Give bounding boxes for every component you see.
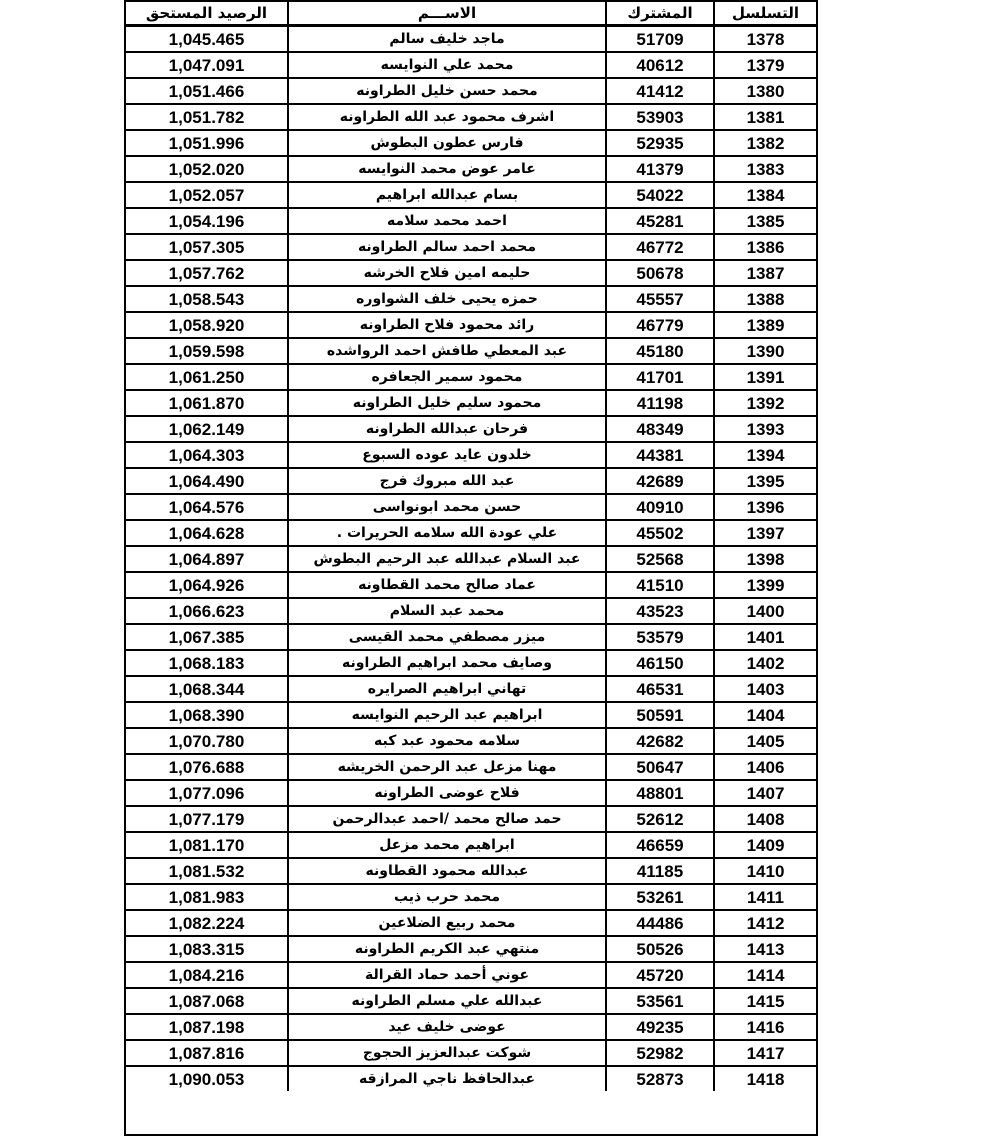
table-row — [126, 468, 816, 494]
balance-cell: 1,052.057 — [126, 182, 288, 208]
serial-cell: 1408 — [714, 806, 816, 832]
balance-cell: 1,066.623 — [126, 598, 288, 624]
serial-cell: 1414 — [714, 962, 816, 988]
subscriber-cell: 41198 — [606, 390, 714, 416]
serial-cell: 1412 — [714, 910, 816, 936]
balance-cell: 1,068.344 — [126, 676, 288, 702]
header-balance-due: الرصيد المستحق — [126, 2, 288, 26]
serial-cell: 1388 — [714, 286, 816, 312]
name-cell: حليمه امين فلاح الخرشه — [288, 260, 606, 286]
header-name: الاســـم — [288, 2, 606, 26]
name-cell: عماد صالح محمد القطاونه — [288, 572, 606, 598]
table-row — [126, 1014, 816, 1040]
name-cell: ابراهيم عبد الرحيم النوايسه — [288, 702, 606, 728]
subscriber-cell: 50647 — [606, 754, 714, 780]
subscriber-cell: 52873 — [606, 1066, 714, 1091]
table-row — [126, 676, 816, 702]
table-row — [126, 572, 816, 598]
subscriber-cell: 45180 — [606, 338, 714, 364]
balance-cell: 1,068.183 — [126, 650, 288, 676]
balance-cell: 1,045.465 — [126, 26, 288, 53]
name-cell: عبد الله مبروك فرج — [288, 468, 606, 494]
serial-cell: 1389 — [714, 312, 816, 338]
table-row — [126, 936, 816, 962]
subscriber-cell: 52982 — [606, 1040, 714, 1066]
subscriber-cell: 41412 — [606, 78, 714, 104]
name-cell: ابراهيم محمد مزعل — [288, 832, 606, 858]
subscriber-cell: 40910 — [606, 494, 714, 520]
balance-cell: 1,062.149 — [126, 416, 288, 442]
balance-cell: 1,081.532 — [126, 858, 288, 884]
subscriber-cell: 48349 — [606, 416, 714, 442]
serial-cell: 1386 — [714, 234, 816, 260]
serial-cell: 1379 — [714, 52, 816, 78]
table-row — [126, 546, 816, 572]
name-cell: ميزر مصطفي محمد القيسى — [288, 624, 606, 650]
name-cell: عامر عوض محمد النوايسه — [288, 156, 606, 182]
serial-cell: 1383 — [714, 156, 816, 182]
balance-cell: 1,051.782 — [126, 104, 288, 130]
table-row — [126, 962, 816, 988]
balance-cell: 1,051.466 — [126, 78, 288, 104]
balance-cell: 1,067.385 — [126, 624, 288, 650]
table-row — [126, 312, 816, 338]
name-cell: محمد علي النوايسه — [288, 52, 606, 78]
serial-cell: 1407 — [714, 780, 816, 806]
name-cell: عبدالله محمود القطاونه — [288, 858, 606, 884]
balance-cell: 1,052.020 — [126, 156, 288, 182]
subscriber-cell: 46772 — [606, 234, 714, 260]
table-row — [126, 884, 816, 910]
table-row — [126, 364, 816, 390]
name-cell: عبدالله علي مسلم الطراونه — [288, 988, 606, 1014]
balance-cell: 1,064.576 — [126, 494, 288, 520]
balance-cell: 1,076.688 — [126, 754, 288, 780]
serial-cell: 1380 — [714, 78, 816, 104]
table-row — [126, 910, 816, 936]
table-body — [126, 26, 816, 1092]
balance-cell: 1,057.305 — [126, 234, 288, 260]
serial-cell: 1395 — [714, 468, 816, 494]
subscriber-cell: 41379 — [606, 156, 714, 182]
serial-cell: 1415 — [714, 988, 816, 1014]
subscriber-cell: 49235 — [606, 1014, 714, 1040]
table-row — [126, 832, 816, 858]
serial-cell: 1401 — [714, 624, 816, 650]
subscriber-cell: 51709 — [606, 26, 714, 53]
table-row — [126, 182, 816, 208]
name-cell: فلاح عوضى الطراونه — [288, 780, 606, 806]
serial-cell: 1399 — [714, 572, 816, 598]
table-row — [126, 494, 816, 520]
balance-cell: 1,083.315 — [126, 936, 288, 962]
name-cell: محمود سليم خليل الطراونه — [288, 390, 606, 416]
serial-cell: 1411 — [714, 884, 816, 910]
header-subscriber: المشترك — [606, 2, 714, 26]
table-row — [126, 104, 816, 130]
balance-cell: 1,061.250 — [126, 364, 288, 390]
name-cell: محمد حسن خليل الطراونه — [288, 78, 606, 104]
subscriber-cell: 45720 — [606, 962, 714, 988]
subscriber-cell: 42689 — [606, 468, 714, 494]
name-cell: عوني أحمد حماد القرالة — [288, 962, 606, 988]
serial-cell: 1378 — [714, 26, 816, 53]
subscriber-cell: 41185 — [606, 858, 714, 884]
balance-cell: 1,059.598 — [126, 338, 288, 364]
subscriber-cell: 53579 — [606, 624, 714, 650]
table-row — [126, 390, 816, 416]
table-row — [126, 130, 816, 156]
balance-cell: 1,090.053 — [126, 1066, 288, 1091]
table-row — [126, 52, 816, 78]
name-cell: مهنا مزعل عبد الرحمن الخريشه — [288, 754, 606, 780]
serial-cell: 1418 — [714, 1066, 816, 1091]
subscriber-cell: 45502 — [606, 520, 714, 546]
name-cell: حسن محمد ابونواسى — [288, 494, 606, 520]
balance-cell: 1,068.390 — [126, 702, 288, 728]
balance-table — [126, 2, 816, 1091]
subscriber-cell: 52568 — [606, 546, 714, 572]
table-row — [126, 78, 816, 104]
table-row — [126, 728, 816, 754]
name-cell: محمد عبد السلام — [288, 598, 606, 624]
table-row — [126, 806, 816, 832]
subscriber-cell: 44381 — [606, 442, 714, 468]
subscriber-cell: 54022 — [606, 182, 714, 208]
name-cell: احمد محمد سلامه — [288, 208, 606, 234]
table-row — [126, 520, 816, 546]
subscriber-cell: 45557 — [606, 286, 714, 312]
serial-cell: 1416 — [714, 1014, 816, 1040]
name-cell: علي عودة الله سلامه الحريرات . — [288, 520, 606, 546]
serial-cell: 1409 — [714, 832, 816, 858]
serial-cell: 1387 — [714, 260, 816, 286]
subscriber-cell: 50526 — [606, 936, 714, 962]
balance-cell: 1,077.179 — [126, 806, 288, 832]
subscriber-cell: 52935 — [606, 130, 714, 156]
balance-cell: 1,064.490 — [126, 468, 288, 494]
balance-cell: 1,081.983 — [126, 884, 288, 910]
subscriber-cell: 46150 — [606, 650, 714, 676]
table-row — [126, 650, 816, 676]
balance-cell: 1,070.780 — [126, 728, 288, 754]
table-row — [126, 598, 816, 624]
subscriber-cell: 48801 — [606, 780, 714, 806]
balance-cell: 1,054.196 — [126, 208, 288, 234]
balance-cell: 1,058.543 — [126, 286, 288, 312]
table-row — [126, 442, 816, 468]
table-row — [126, 416, 816, 442]
subscriber-cell: 41510 — [606, 572, 714, 598]
name-cell: عبد السلام عبدالله عبد الرحيم البطوش — [288, 546, 606, 572]
name-cell: بسام عبدالله ابراهيم — [288, 182, 606, 208]
name-cell: رائد محمود فلاح الطراونه — [288, 312, 606, 338]
balance-cell: 1,064.303 — [126, 442, 288, 468]
balance-cell: 1,087.816 — [126, 1040, 288, 1066]
balance-cell: 1,064.628 — [126, 520, 288, 546]
name-cell: فارس عطون البطوش — [288, 130, 606, 156]
balance-cell: 1,064.897 — [126, 546, 288, 572]
serial-cell: 1398 — [714, 546, 816, 572]
table-row — [126, 208, 816, 234]
serial-cell: 1417 — [714, 1040, 816, 1066]
subscriber-cell: 53561 — [606, 988, 714, 1014]
balance-cell: 1,057.762 — [126, 260, 288, 286]
subscriber-cell: 46779 — [606, 312, 714, 338]
serial-cell: 1400 — [714, 598, 816, 624]
table-row — [126, 702, 816, 728]
serial-cell: 1410 — [714, 858, 816, 884]
serial-cell: 1391 — [714, 364, 816, 390]
serial-cell: 1404 — [714, 702, 816, 728]
balance-cell: 1,084.216 — [126, 962, 288, 988]
balance-cell: 1,061.870 — [126, 390, 288, 416]
serial-cell: 1394 — [714, 442, 816, 468]
serial-cell: 1413 — [714, 936, 816, 962]
serial-cell: 1402 — [714, 650, 816, 676]
table-row — [126, 858, 816, 884]
subscriber-cell: 46659 — [606, 832, 714, 858]
name-cell: شوكت عبدالعزيز الحجوج — [288, 1040, 606, 1066]
name-cell: وصايف محمد ابراهيم الطراونه — [288, 650, 606, 676]
subscriber-cell: 50678 — [606, 260, 714, 286]
serial-cell: 1385 — [714, 208, 816, 234]
name-cell: حمد صالح محمد /احمد عبدالرحمن — [288, 806, 606, 832]
table-row — [126, 286, 816, 312]
serial-cell: 1396 — [714, 494, 816, 520]
balance-cell: 1,081.170 — [126, 832, 288, 858]
balance-cell: 1,064.926 — [126, 572, 288, 598]
serial-cell: 1392 — [714, 390, 816, 416]
balance-cell: 1,087.198 — [126, 1014, 288, 1040]
table-row — [126, 988, 816, 1014]
name-cell: محمد احمد سالم الطراونه — [288, 234, 606, 260]
balance-table-sheet — [124, 0, 818, 1136]
serial-cell: 1406 — [714, 754, 816, 780]
subscriber-cell: 45281 — [606, 208, 714, 234]
balance-cell: 1,047.091 — [126, 52, 288, 78]
balance-cell: 1,051.996 — [126, 130, 288, 156]
subscriber-cell: 40612 — [606, 52, 714, 78]
table-row — [126, 754, 816, 780]
serial-cell: 1390 — [714, 338, 816, 364]
subscriber-cell: 44486 — [606, 910, 714, 936]
table-row — [126, 338, 816, 364]
subscriber-cell: 41701 — [606, 364, 714, 390]
serial-cell: 1384 — [714, 182, 816, 208]
subscriber-cell: 46531 — [606, 676, 714, 702]
name-cell: عوضى خليف عيد — [288, 1014, 606, 1040]
name-cell: اشرف محمود عبد الله الطراونه — [288, 104, 606, 130]
name-cell: محمد ربيع الضلاعين — [288, 910, 606, 936]
subscriber-cell: 50591 — [606, 702, 714, 728]
table-header-row — [126, 2, 816, 26]
subscriber-cell: 52612 — [606, 806, 714, 832]
name-cell: ماجد خليف سالم — [288, 26, 606, 53]
table-row — [126, 1066, 816, 1091]
serial-cell: 1393 — [714, 416, 816, 442]
balance-cell: 1,077.096 — [126, 780, 288, 806]
header-serial: التسلسل — [714, 2, 816, 26]
name-cell: عبد المعطي طافش احمد الرواشده — [288, 338, 606, 364]
subscriber-cell: 53903 — [606, 104, 714, 130]
subscriber-cell: 43523 — [606, 598, 714, 624]
name-cell: عبدالحافظ ناجي المرازقه — [288, 1066, 606, 1091]
table-row — [126, 780, 816, 806]
name-cell: منتهي عبد الكريم الطراونه — [288, 936, 606, 962]
table-row — [126, 260, 816, 286]
serial-cell: 1382 — [714, 130, 816, 156]
serial-cell: 1403 — [714, 676, 816, 702]
name-cell: تهاني ابراهيم الصرايره — [288, 676, 606, 702]
serial-cell: 1381 — [714, 104, 816, 130]
subscriber-cell: 42682 — [606, 728, 714, 754]
name-cell: محمود سمير الجعافره — [288, 364, 606, 390]
name-cell: فرحان عبدالله الطراونه — [288, 416, 606, 442]
name-cell: سلامه محمود عبد كبه — [288, 728, 606, 754]
subscriber-cell: 53261 — [606, 884, 714, 910]
table-row — [126, 156, 816, 182]
table-row — [126, 26, 816, 53]
table-row — [126, 624, 816, 650]
name-cell: خلدون عايد عوده السبوع — [288, 442, 606, 468]
table-row — [126, 1040, 816, 1066]
name-cell: حمزه يحيى خلف الشواوره — [288, 286, 606, 312]
name-cell: محمد حرب ذيب — [288, 884, 606, 910]
table-row — [126, 234, 816, 260]
balance-cell: 1,058.920 — [126, 312, 288, 338]
serial-cell: 1397 — [714, 520, 816, 546]
balance-cell: 1,087.068 — [126, 988, 288, 1014]
balance-cell: 1,082.224 — [126, 910, 288, 936]
serial-cell: 1405 — [714, 728, 816, 754]
